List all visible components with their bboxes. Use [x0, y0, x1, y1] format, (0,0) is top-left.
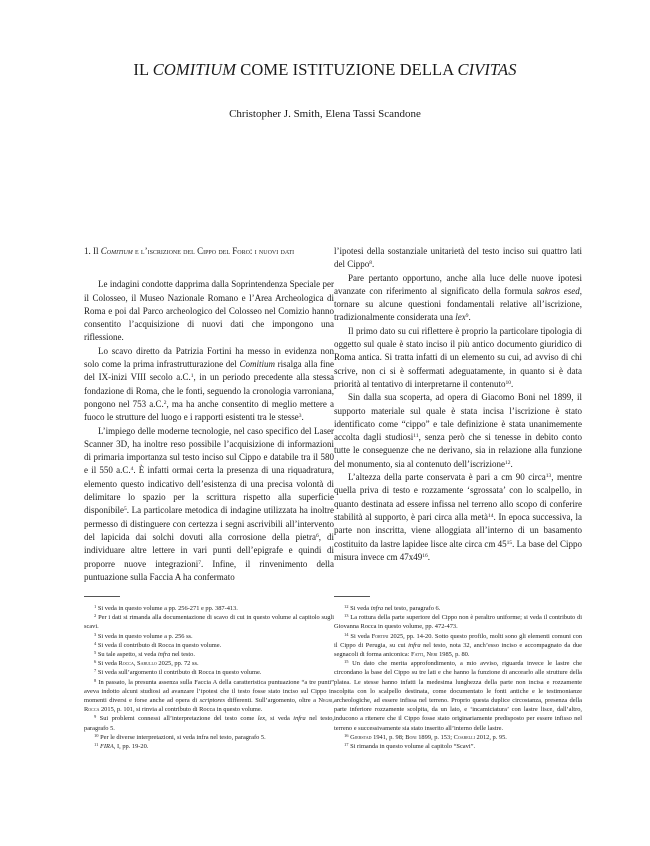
paragraph-text: .: [468, 312, 471, 323]
footnote: [334, 742, 582, 751]
footnote-ref[interactable]: 2: [163, 399, 167, 406]
footnote-text: , si veda: [265, 715, 294, 723]
footnote-ref[interactable]: 5: [124, 506, 127, 513]
footnote-ref[interactable]: 7: [198, 559, 201, 566]
paragraph-text: . La particolare metodica di indagine utilizzata ha inoltre permesso di distinguere con certezza i segni ascrivibili all’intervento del lapicida dai solchi dovuti alla corrosione della pietra: [84, 505, 334, 542]
authors: Christopher J. Smith, Elena Tassi Scandone: [229, 108, 421, 120]
footnote-author: Coarelli: [453, 733, 475, 741]
footnote-number: 12: [344, 604, 349, 609]
footnote-ref[interactable]: 15: [506, 539, 513, 546]
footnote: [84, 668, 334, 677]
footnote-number: 4: [94, 640, 97, 646]
footnote-number: 8: [94, 677, 97, 683]
footnote-text: Per le diverse interpretazioni, si veda infra nel testo, paragrafo 5.: [100, 733, 266, 741]
paragraph-text: .: [510, 458, 513, 469]
footnote-text: Si veda il contributo di Rocca in questo volume.: [97, 641, 222, 649]
footnote-text: ,: [332, 697, 334, 705]
footnote-ref[interactable]: 9: [465, 313, 469, 320]
footnote-author: Fatti: [411, 651, 424, 659]
title-part: IL: [133, 60, 153, 79]
paragraph: [334, 391, 582, 471]
footnote-text: 2015, p. 101, si rinvia al contributo di Rocca in questo volume.: [99, 706, 263, 714]
footnote: [84, 604, 334, 613]
footnote: [84, 613, 334, 631]
footnote-text: Si veda: [97, 660, 119, 668]
paragraph-text: .: [510, 378, 514, 389]
footnote-text: 2025, pp. 72 ss.: [156, 660, 199, 668]
footnote-number: 9: [94, 714, 97, 720]
footnote-text: Un dato che merita approfondimento, a mio avviso, riguarda invece le lastre che circondano la base del Cippo su tre lati e che hanno la funzione di ancorarlo alle strutture della platea. Le stesse hanno infatti la medesima lunghezza della parte non incisa e rozzamente scolpita con lo scalpello destinata, come documentato le fonti antiche e le testimonianze archeologiche, ad essere infissa nel terreno. Proprio questa duplice circostanza, presenza della parte inferiore rozzamente scolpita, da un lato, e ‘incamiciatura’ con lastre lisce, dall’altro, inducono a ritenere che il Cippo fosse stato originariamente predisposto per essere infisso nel terreno e successivamente sia stato inserito all’interno delle lastre.: [334, 660, 582, 732]
footnote-italic: infra: [293, 715, 306, 723]
footnote-number: 10: [94, 732, 99, 738]
footnote-author: Boni: [405, 733, 417, 741]
paragraph-text: . La base del Cippo misura invece cm 47x49: [334, 538, 582, 562]
footnote-text: Si rimanda in questo volume al capitolo “Scavi”.: [350, 743, 476, 751]
paragraph: [84, 345, 334, 425]
paragraph-text: , di individuare altre lettere in vari punti dell’epigrafe e quindi di proporre nuove integrazioni: [84, 531, 334, 569]
footnote: [334, 659, 582, 733]
paragraph-text: l’ipotesi della sostanziale unitarietà del testo inciso sui quattro lati del Cippo: [334, 246, 582, 270]
footnote-number: 1: [94, 604, 97, 609]
footnote-number: 3: [94, 631, 97, 637]
footnote-number: 5: [94, 650, 97, 656]
footnote-text: 2025, pp. 14-20. Sotto questo profilo, molti sono gli elementi comuni con il Cippo di Perugia, su cui: [334, 632, 582, 649]
footnote-italic: FIRA: [99, 743, 114, 751]
paragraph-text: . È infatti ormai certa la presenza di una riquadratura, elemento questo indicativo dell’esistenza di una precisa volontà di delimitare lo spazio per la scrittura rispetto alla superficie disponibile: [84, 465, 334, 516]
footnote-italic: infra: [408, 641, 421, 649]
paragraph-text: .: [301, 412, 304, 423]
footnote-text: Su tale aspetto, si veda: [97, 651, 158, 659]
footnote-number: 13: [344, 613, 349, 619]
footnote-ref[interactable]: 1: [190, 373, 194, 380]
footnote-ref[interactable]: 14: [488, 512, 494, 519]
paragraph-text: . In epoca successiva, la parte non inscritta, viene alloggiata all’interno di un basamento costituito da lastre lapidee lisce alte circa cm 45: [334, 511, 582, 549]
footnotes-left: [84, 604, 334, 751]
paragraph-text: Sin dalla sua scoperta, ad opera di Giacomo Boni nel 1899, il supporto materiale sul quale è stata incisa l’iscrizione è stato identificato come “cippo” e tale definizione è stata unanimemente accolta dagli studiosi: [334, 392, 582, 443]
footnote-author: Fortini: [371, 632, 389, 640]
footnote: [84, 742, 334, 751]
footnote-text: , I, pp. 19-20.: [113, 743, 149, 751]
paragraph-text: , senza però che si tenesse in debito conto tutte le conseguenze che ne derivano, sia in relazione alla funzione del monumento, sia al contenuto dell’iscrizione: [334, 432, 583, 469]
footnote-number: 17: [344, 742, 349, 748]
footnote: [84, 650, 334, 659]
paragraph-text: Il primo dato su cui riflettere è proprio la particolare tipologia di oggetto sul quale è stato inciso il più antico documento giuridico di Roma antica. Si tratta infatti di un elemento su cui, ad avviso di chi scrive, non ci si è soffermati adeguatamente, in quanto si è data priorità al tentativo di interpretarne il contenuto: [334, 325, 582, 389]
footnote-number: 16: [344, 732, 349, 738]
paragraph-text: , mentre quella priva di testo e rozzamente ‘sgrossata’ con lo scalpello, in quanto destinata ad essere infissa nel terreno allo scopo di conferire stabilità al supporto, è pari circa alla metà: [334, 472, 582, 522]
paragraph-text: L’impiego delle moderne tecnologie, nel caso specifico del Laser Scanner 3D, ha inoltre reso possibile l’acquisizione di informazioni di primaria importanza sul testo inciso sul Cippo e databile tra il 580 e il 550 a.C.: [84, 425, 334, 476]
footnote-number: 7: [94, 668, 97, 674]
paragraph-text: , in un periodo precedente alla stessa fondazione di Roma, che le fonti, seguendo la cronologia varroniana, pongono nel 753 a.C.: [84, 372, 334, 409]
footnote: [334, 733, 582, 742]
footnote-text: Si veda: [350, 605, 371, 612]
footnote-text: 1941, p. 98;: [371, 733, 406, 741]
footnote: [84, 641, 334, 650]
footnote-text: Si veda in questo volume a p. 256 ss.: [97, 632, 193, 640]
paragraph: [334, 245, 582, 272]
italic-term: sakros esed: [536, 285, 580, 296]
footnote-italic: scriptores: [199, 697, 225, 705]
footnote: [84, 733, 334, 742]
left-column: [84, 245, 334, 584]
paragraph: [334, 325, 582, 391]
footnote-ref[interactable]: 10: [505, 379, 511, 386]
footnote-ref[interactable]: 6: [315, 532, 319, 539]
footnote-italic: infra: [157, 651, 171, 659]
footnote-author: Rocca: [84, 706, 100, 714]
section-heading: [84, 245, 334, 258]
footnote-number: 11: [94, 742, 99, 748]
footnote-text: 1985, p. 80.: [437, 651, 470, 659]
footnote-number: 6: [94, 659, 97, 665]
footnote-ref[interactable]: 11: [413, 433, 419, 440]
paragraph-text: , tornare su alcune questioni fondamentali relative all’iscrizione, tradizionalmente considerata una: [334, 285, 582, 323]
paragraph: [334, 272, 582, 325]
footnote: [84, 714, 334, 732]
paragraph-text: Lo scavo diretto da Patrizia Fortini ha messo in evidenza non solo come la prima infrastrutturazione del: [84, 345, 334, 370]
footnote-ref[interactable]: 8: [369, 260, 372, 267]
footnote-text: nel testo, paragrafo 5.: [84, 715, 335, 732]
section-heading-subtitle: : i nuovi dati: [249, 246, 295, 256]
footnote-author: Sabullo: [137, 660, 157, 668]
footnote-text: nel testo, nota 32, anch’esso inciso e accompagnato da due segnacoli di forma aniconica:: [334, 641, 583, 659]
paragraph: [84, 425, 334, 585]
footnote: [334, 604, 582, 613]
right-column: [334, 245, 582, 564]
footnote-text: ,: [423, 651, 427, 659]
italic-term: Comitium: [239, 359, 275, 370]
footnote-number: 15: [344, 659, 349, 665]
paragraph-text: , ma ha anche consentito di meglio mettere a fuoco le strutture del luogo e i rapporti esistenti tra le stesse: [84, 398, 334, 423]
footnote-number: 14: [344, 631, 349, 637]
footnote-divider: [84, 596, 120, 597]
paragraph-text: .: [372, 259, 375, 270]
footnote-ref[interactable]: 3: [298, 413, 302, 420]
footnote: [84, 632, 334, 641]
footnote-ref[interactable]: 4: [130, 466, 134, 473]
footnote-italic: lex: [257, 715, 266, 723]
footnote-author: Neri: [426, 651, 438, 659]
paragraph: [84, 278, 334, 344]
footnote: [84, 678, 334, 715]
paragraph-text: . Infine, il rinvenimento della puntuazione sulla Faccia A ha confermato: [84, 558, 334, 582]
footnote-author: Rocca: [118, 660, 134, 668]
footnote-ref[interactable]: 13: [545, 473, 552, 480]
footnote-text: differenti. Sull’argomento, oltre a: [224, 697, 319, 705]
paragraph-text: L’altezza della parte conservata è pari a cm 90 circa: [348, 472, 546, 483]
footnote: [334, 613, 582, 631]
footnote: [84, 659, 334, 668]
footnote-text: Si veda in questo volume a pp. 256-271 e pp. 387-413.: [97, 605, 238, 612]
footnote-text: Per i dati si rimanda alla documentazione di scavo di cui in questo volume al capitolo sugli scavi.: [84, 614, 334, 631]
footnote-text: nel testo.: [170, 651, 195, 659]
title-part: COME ISTITUZIONE DELLA: [236, 60, 458, 79]
paragraph-text: Le indagini condotte dapprima dalla Soprintendenza Speciale per il Colosseo, il Museo Nazionale Romano e l’Area Archeologica di Roma e poi dal Parco archeologico del Colosseo nel Comizio hanno consentito l’acquisizione di nuovi dati che impongono una riflessione.: [84, 279, 334, 343]
footnote-author: Negri: [318, 697, 333, 705]
footnote-text: 2012, p. 95.: [474, 733, 507, 741]
section-number: 1. Il: [84, 246, 101, 256]
footnotes-right: [334, 604, 582, 751]
footnote: [334, 632, 582, 660]
footnote-text: nel testo, paragrafo 6.: [383, 605, 441, 612]
paragraph-text: .: [427, 551, 430, 562]
title-italic-comitium: COMITIUM: [152, 60, 237, 79]
footnote-ref[interactable]: 12: [504, 459, 511, 466]
footnote-text: 1899, p. 153;: [416, 733, 454, 741]
footnote-number: 2: [94, 613, 97, 619]
footnote-italic: infra: [370, 605, 384, 612]
footnote-text: La rottura della parte superiore del Cippo non è peraltro uniforme; si veda il contributo di Giovanna Rocca in questo volume, pp. 472-473.: [334, 614, 582, 631]
page-title: [0, 60, 650, 80]
section-heading-italic: Comitium: [100, 246, 133, 256]
paragraph: [334, 471, 582, 564]
footnote-divider: [334, 596, 370, 597]
footnote-text: Si veda: [350, 632, 372, 640]
paragraph-text: Pare pertanto opportuno, anche alla luce delle nuove ipotesi avanzate con riferimento al significato della formula: [334, 272, 582, 296]
footnote-text: Sui problemi connessi all’interpretazione del testo come: [99, 715, 258, 723]
paragraph-text: risalga alla fine del IX-inizi VIII secolo a.C.: [84, 359, 334, 383]
footnote-text: Si veda sull’argomento il contributo di Rocca in questo volume.: [97, 669, 262, 677]
footnote-ref[interactable]: 16: [422, 552, 428, 559]
footnote-text: In passato, la presunta assenza sulla Faccia A della caratteristica puntuazione “a tre punti” aveva indotto alcuni studiosi ad avanzare l’ipotesi che il testo fosse stato inciso sul Cippo in momenti diversi e forse anche ad opera di: [84, 678, 334, 705]
footnote-author: Gjerstad: [350, 733, 372, 741]
title-italic-civitas: CIVITAS: [457, 60, 517, 79]
footnote-text: ,: [133, 660, 138, 668]
italic-term: lex: [455, 312, 466, 323]
section-heading-text: e l’iscrizione del Cippo del Foro: [132, 246, 250, 256]
